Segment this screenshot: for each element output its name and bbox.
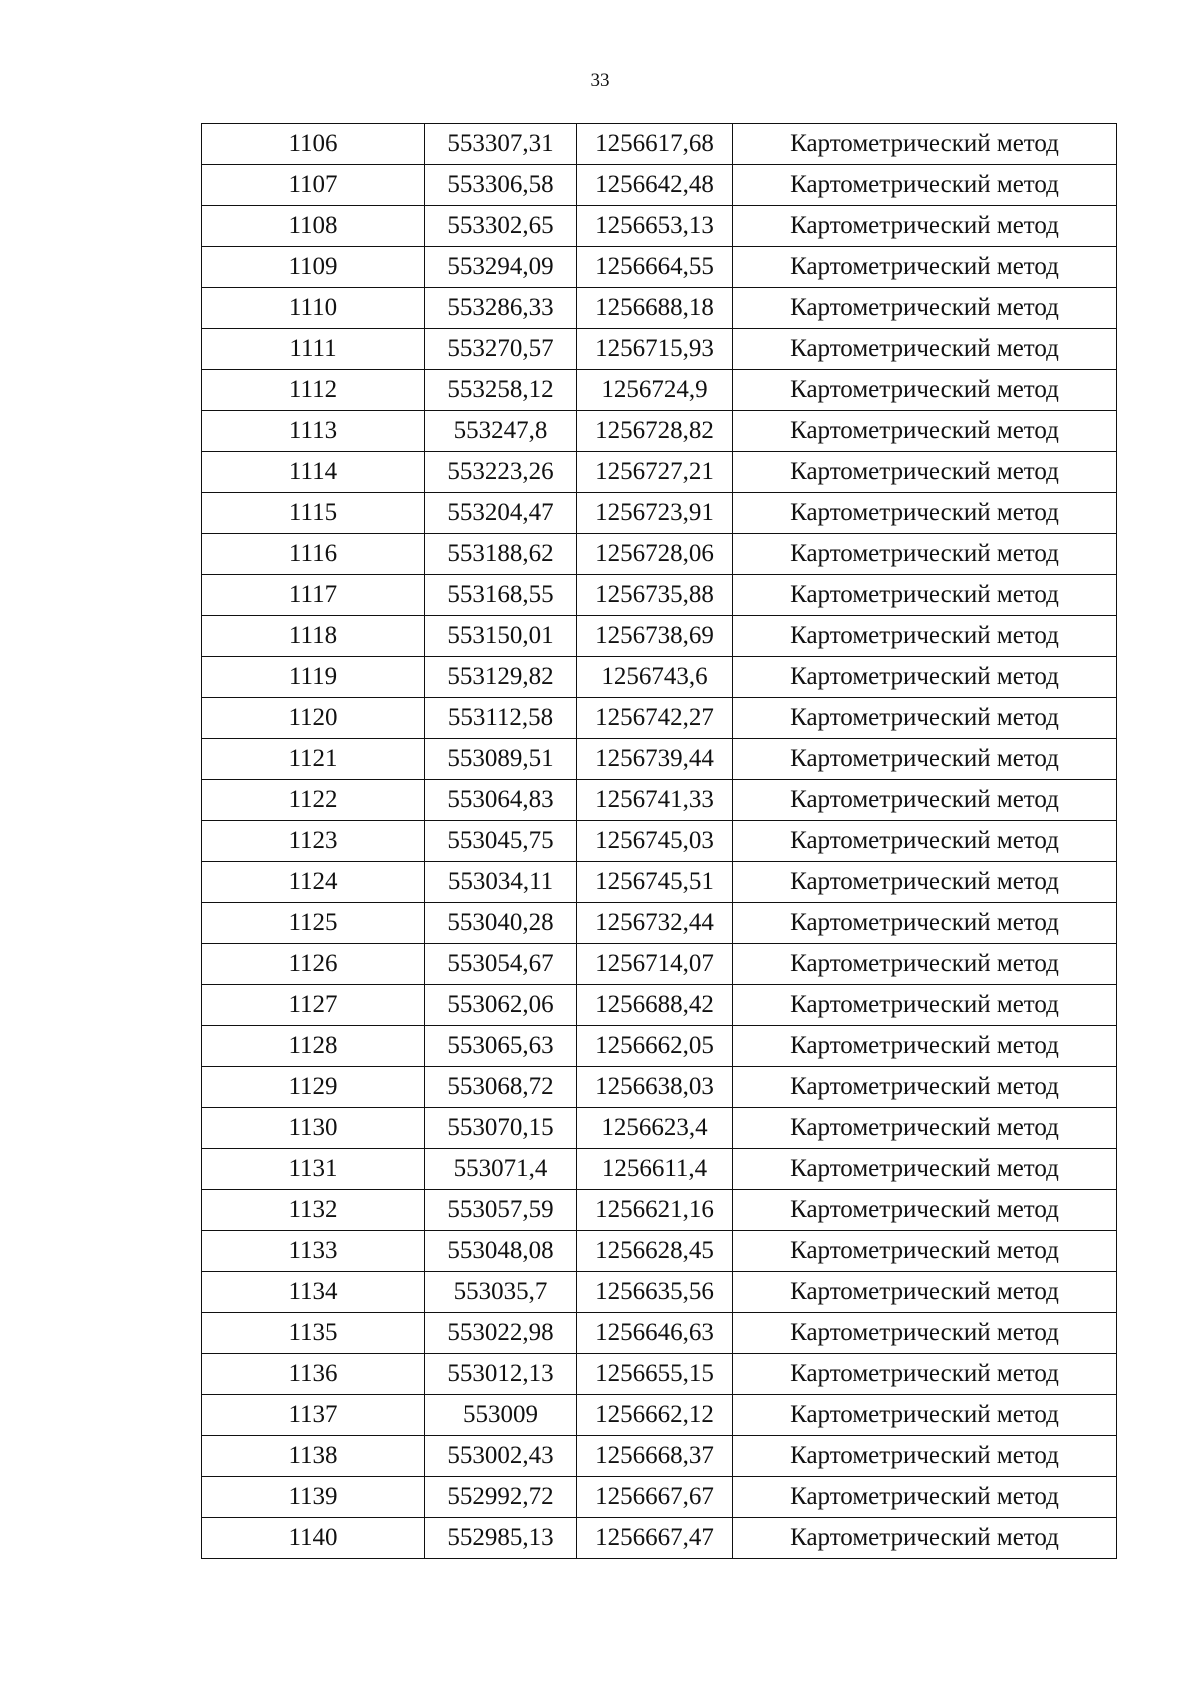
x-coordinate-cell: 553302,65 [425,206,577,247]
y-coordinate-cell: 1256611,4 [577,1149,733,1190]
y-coordinate-cell: 1256667,67 [577,1477,733,1518]
y-coordinate-cell: 1256724,9 [577,370,733,411]
method-cell: Картометрический метод [733,780,1117,821]
y-coordinate-cell: 1256617,68 [577,124,733,165]
x-coordinate-cell: 553112,58 [425,698,577,739]
point-number-cell: 1106 [202,124,425,165]
table-row [202,370,1117,411]
y-coordinate-cell: 1256623,4 [577,1108,733,1149]
x-coordinate-cell: 553057,59 [425,1190,577,1231]
x-coordinate-cell: 553258,12 [425,370,577,411]
coordinates-table [201,123,1117,1559]
table-row [202,411,1117,452]
y-coordinate-cell: 1256638,03 [577,1067,733,1108]
table-row [202,1518,1117,1559]
y-coordinate-cell: 1256741,33 [577,780,733,821]
method-cell: Картометрический метод [733,247,1117,288]
table-row [202,903,1117,944]
x-coordinate-cell: 553012,13 [425,1354,577,1395]
point-number-cell: 1111 [202,329,425,370]
table-row [202,329,1117,370]
point-number-cell: 1135 [202,1313,425,1354]
method-cell: Картометрический метод [733,165,1117,206]
x-coordinate-cell: 553307,31 [425,124,577,165]
method-cell: Картометрический метод [733,1313,1117,1354]
y-coordinate-cell: 1256745,03 [577,821,733,862]
point-number-cell: 1123 [202,821,425,862]
x-coordinate-cell: 553129,82 [425,657,577,698]
x-coordinate-cell: 553040,28 [425,903,577,944]
x-coordinate-cell: 553009 [425,1395,577,1436]
method-cell: Картометрический метод [733,1026,1117,1067]
method-cell: Картометрический метод [733,534,1117,575]
y-coordinate-cell: 1256646,63 [577,1313,733,1354]
point-number-cell: 1140 [202,1518,425,1559]
x-coordinate-cell: 553270,57 [425,329,577,370]
y-coordinate-cell: 1256688,42 [577,985,733,1026]
method-cell: Картометрический метод [733,1477,1117,1518]
method-cell: Картометрический метод [733,1231,1117,1272]
method-cell: Картометрический метод [733,657,1117,698]
method-cell: Картометрический метод [733,944,1117,985]
point-number-cell: 1107 [202,165,425,206]
table-row [202,1354,1117,1395]
point-number-cell: 1128 [202,1026,425,1067]
method-cell: Картометрический метод [733,698,1117,739]
x-coordinate-cell: 553062,06 [425,985,577,1026]
table-row [202,165,1117,206]
point-number-cell: 1126 [202,944,425,985]
y-coordinate-cell: 1256739,44 [577,739,733,780]
table-row [202,493,1117,534]
method-cell: Картометрический метод [733,124,1117,165]
x-coordinate-cell: 552985,13 [425,1518,577,1559]
y-coordinate-cell: 1256743,6 [577,657,733,698]
y-coordinate-cell: 1256628,45 [577,1231,733,1272]
x-coordinate-cell: 553223,26 [425,452,577,493]
table-row [202,1026,1117,1067]
method-cell: Картометрический метод [733,1190,1117,1231]
y-coordinate-cell: 1256653,13 [577,206,733,247]
point-number-cell: 1125 [202,903,425,944]
table-row [202,206,1117,247]
point-number-cell: 1130 [202,1108,425,1149]
x-coordinate-cell: 553068,72 [425,1067,577,1108]
y-coordinate-cell: 1256635,56 [577,1272,733,1313]
method-cell: Картометрический метод [733,370,1117,411]
y-coordinate-cell: 1256621,16 [577,1190,733,1231]
y-coordinate-cell: 1256655,15 [577,1354,733,1395]
table-row [202,288,1117,329]
table-row [202,944,1117,985]
point-number-cell: 1122 [202,780,425,821]
table-row [202,780,1117,821]
point-number-cell: 1139 [202,1477,425,1518]
point-number-cell: 1137 [202,1395,425,1436]
method-cell: Картометрический метод [733,493,1117,534]
table-row [202,657,1117,698]
table-row [202,1190,1117,1231]
point-number-cell: 1113 [202,411,425,452]
point-number-cell: 1136 [202,1354,425,1395]
x-coordinate-cell: 553034,11 [425,862,577,903]
point-number-cell: 1117 [202,575,425,616]
point-number-cell: 1119 [202,657,425,698]
x-coordinate-cell: 553035,7 [425,1272,577,1313]
x-coordinate-cell: 553306,58 [425,165,577,206]
point-number-cell: 1131 [202,1149,425,1190]
method-cell: Картометрический метод [733,739,1117,780]
point-number-cell: 1109 [202,247,425,288]
y-coordinate-cell: 1256738,69 [577,616,733,657]
point-number-cell: 1134 [202,1272,425,1313]
table-row [202,1436,1117,1477]
method-cell: Картометрический метод [733,1395,1117,1436]
method-cell: Картометрический метод [733,411,1117,452]
x-coordinate-cell: 553150,01 [425,616,577,657]
y-coordinate-cell: 1256732,44 [577,903,733,944]
y-coordinate-cell: 1256688,18 [577,288,733,329]
y-coordinate-cell: 1256745,51 [577,862,733,903]
x-coordinate-cell: 553002,43 [425,1436,577,1477]
table-row [202,452,1117,493]
point-number-cell: 1116 [202,534,425,575]
table-row [202,698,1117,739]
table-row [202,739,1117,780]
y-coordinate-cell: 1256667,47 [577,1518,733,1559]
x-coordinate-cell: 553054,67 [425,944,577,985]
method-cell: Картометрический метод [733,1436,1117,1477]
method-cell: Картометрический метод [733,1354,1117,1395]
table-row [202,1477,1117,1518]
x-coordinate-cell: 553294,09 [425,247,577,288]
table-row [202,1272,1117,1313]
y-coordinate-cell: 1256662,05 [577,1026,733,1067]
y-coordinate-cell: 1256664,55 [577,247,733,288]
point-number-cell: 1114 [202,452,425,493]
table-row [202,534,1117,575]
table-row [202,616,1117,657]
y-coordinate-cell: 1256642,48 [577,165,733,206]
point-number-cell: 1129 [202,1067,425,1108]
point-number-cell: 1124 [202,862,425,903]
table-row [202,1149,1117,1190]
method-cell: Картометрический метод [733,985,1117,1026]
table-row [202,1313,1117,1354]
y-coordinate-cell: 1256723,91 [577,493,733,534]
y-coordinate-cell: 1256714,07 [577,944,733,985]
method-cell: Картометрический метод [733,1067,1117,1108]
method-cell: Картометрический метод [733,1272,1117,1313]
point-number-cell: 1121 [202,739,425,780]
x-coordinate-cell: 553071,4 [425,1149,577,1190]
method-cell: Картометрический метод [733,329,1117,370]
y-coordinate-cell: 1256742,27 [577,698,733,739]
method-cell: Картометрический метод [733,821,1117,862]
point-number-cell: 1127 [202,985,425,1026]
method-cell: Картометрический метод [733,862,1117,903]
coordinates-table-body [202,124,1117,1559]
table-row [202,862,1117,903]
method-cell: Картометрический метод [733,452,1117,493]
table-row [202,247,1117,288]
y-coordinate-cell: 1256728,82 [577,411,733,452]
x-coordinate-cell: 553286,33 [425,288,577,329]
x-coordinate-cell: 553064,83 [425,780,577,821]
method-cell: Картометрический метод [733,206,1117,247]
table-row [202,124,1117,165]
x-coordinate-cell: 553045,75 [425,821,577,862]
table-row [202,1231,1117,1272]
method-cell: Картометрический метод [733,1108,1117,1149]
y-coordinate-cell: 1256735,88 [577,575,733,616]
x-coordinate-cell: 553070,15 [425,1108,577,1149]
table-row [202,821,1117,862]
method-cell: Картометрический метод [733,575,1117,616]
y-coordinate-cell: 1256727,21 [577,452,733,493]
x-coordinate-cell: 553168,55 [425,575,577,616]
point-number-cell: 1108 [202,206,425,247]
x-coordinate-cell: 553204,47 [425,493,577,534]
x-coordinate-cell: 553089,51 [425,739,577,780]
method-cell: Картометрический метод [733,903,1117,944]
x-coordinate-cell: 553022,98 [425,1313,577,1354]
point-number-cell: 1112 [202,370,425,411]
y-coordinate-cell: 1256728,06 [577,534,733,575]
table-row [202,1395,1117,1436]
point-number-cell: 1118 [202,616,425,657]
table-row [202,985,1117,1026]
point-number-cell: 1110 [202,288,425,329]
x-coordinate-cell: 553188,62 [425,534,577,575]
x-coordinate-cell: 553065,63 [425,1026,577,1067]
point-number-cell: 1133 [202,1231,425,1272]
y-coordinate-cell: 1256668,37 [577,1436,733,1477]
table-row [202,575,1117,616]
x-coordinate-cell: 553247,8 [425,411,577,452]
table-row [202,1067,1117,1108]
method-cell: Картометрический метод [733,288,1117,329]
page-number: 33 [590,70,610,91]
point-number-cell: 1115 [202,493,425,534]
table-row [202,1108,1117,1149]
x-coordinate-cell: 552992,72 [425,1477,577,1518]
point-number-cell: 1132 [202,1190,425,1231]
point-number-cell: 1120 [202,698,425,739]
y-coordinate-cell: 1256715,93 [577,329,733,370]
point-number-cell: 1138 [202,1436,425,1477]
x-coordinate-cell: 553048,08 [425,1231,577,1272]
method-cell: Картометрический метод [733,1518,1117,1559]
y-coordinate-cell: 1256662,12 [577,1395,733,1436]
method-cell: Картометрический метод [733,1149,1117,1190]
method-cell: Картометрический метод [733,616,1117,657]
